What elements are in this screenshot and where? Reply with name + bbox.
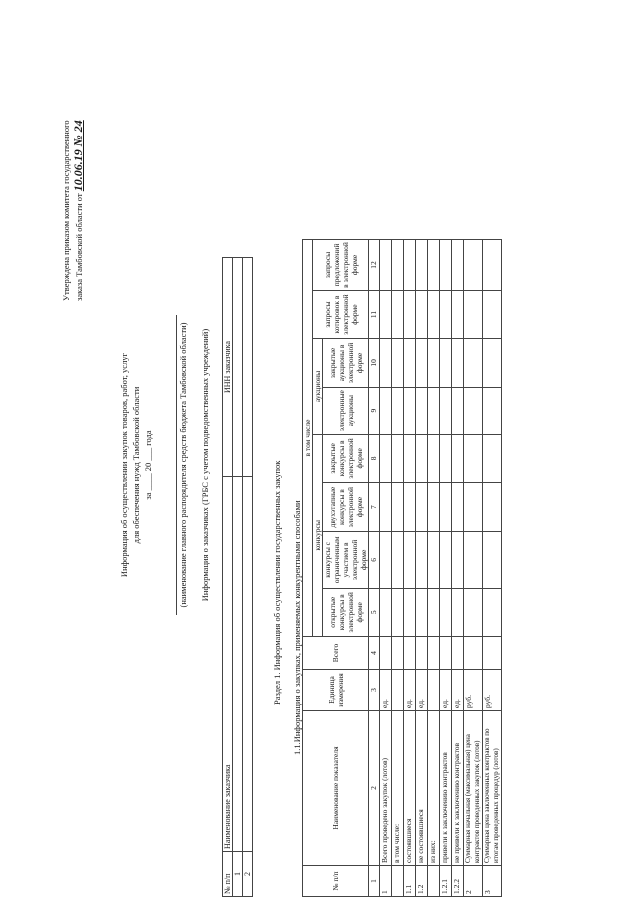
row-num: 3 — [483, 866, 502, 897]
value-cell — [428, 290, 440, 338]
row-name: не состоявшиеся — [416, 711, 428, 866]
row-unit: руб. — [483, 670, 502, 711]
h-sub-4: закрытые конкурсы в электронной форме — [323, 434, 369, 482]
title-line-2: для обеспечения нужд Тамбовской области — [131, 386, 141, 544]
value-cell — [464, 434, 483, 482]
value-cell — [440, 339, 452, 387]
value-cell — [404, 387, 416, 434]
value-cell — [428, 637, 440, 670]
value-cell — [380, 434, 392, 482]
value-cell — [464, 240, 483, 291]
value-cell — [483, 532, 502, 588]
h-name: Наименование показателя — [303, 711, 369, 866]
underline — [168, 315, 177, 615]
title-line-1: Информация об осуществлении закупок товаров, работ, услуг — [119, 352, 129, 578]
col-number: 12 — [369, 240, 380, 291]
table-row — [428, 240, 440, 897]
value-cell — [392, 637, 404, 670]
row-num: 1.2 — [416, 866, 428, 897]
col-number: 7 — [369, 483, 380, 532]
value-cell — [440, 588, 452, 636]
row-unit — [428, 670, 440, 711]
header-num: № п/п — [223, 852, 233, 897]
col-number: 8 — [369, 434, 380, 482]
row-customer-inn — [233, 258, 243, 477]
value-cell — [483, 483, 502, 532]
value-cell — [416, 387, 428, 434]
row-unit: ед. — [416, 670, 428, 711]
row-name: не привели к заключению контрактов — [452, 711, 464, 866]
value-cell — [440, 434, 452, 482]
procurement-table — [302, 239, 502, 897]
value-cell — [404, 532, 416, 588]
value-cell — [440, 240, 452, 291]
value-cell — [428, 483, 440, 532]
value-cell — [392, 290, 404, 338]
value-cell — [392, 483, 404, 532]
value-cell — [428, 434, 440, 482]
value-cell — [464, 339, 483, 387]
value-cell — [483, 434, 502, 482]
value-cell — [428, 532, 440, 588]
approval-stamp — [60, 1, 85, 301]
value-cell — [440, 290, 452, 338]
row-name: Суммарная начальная (максимальная) цена контрактов проведенных закупок (лотов) — [464, 711, 483, 866]
value-cell — [380, 483, 392, 532]
row-customer-name — [233, 477, 243, 852]
value-cell — [416, 637, 428, 670]
h-unit: Единица измерения — [303, 670, 369, 711]
value-cell — [440, 483, 452, 532]
customers-table — [222, 257, 253, 897]
approval-line-2-text: заказа Тамбовской области от — [74, 193, 84, 301]
value-cell — [452, 483, 464, 532]
h-sub-5: электронные аукционы — [323, 387, 369, 434]
approval-line-2 — [72, 1, 85, 301]
section-1-title: Раздел 1. Информация об осуществлении государственных закупок — [272, 460, 282, 705]
table-row — [243, 258, 253, 897]
title-line-4: (наименование главного распорядителя средств бюджета Тамбовской области) — [178, 322, 188, 608]
value-cell — [452, 240, 464, 291]
value-cell — [404, 434, 416, 482]
value-cell — [464, 387, 483, 434]
row-unit: ед. — [404, 670, 416, 711]
col-number: 4 — [369, 637, 380, 670]
row-num: 2 — [243, 852, 253, 897]
h-sub-1: открытые конкурсы в электронной форме — [323, 588, 369, 636]
h-num: № п/п — [303, 866, 369, 897]
value-cell — [380, 387, 392, 434]
value-cell — [392, 339, 404, 387]
h-incl: в том числе — [303, 240, 313, 637]
column-number-row — [369, 240, 380, 897]
row-num: 2 — [464, 866, 483, 897]
value-cell — [404, 588, 416, 636]
row-num — [392, 866, 404, 897]
col-number: 9 — [369, 387, 380, 434]
value-cell — [483, 588, 502, 636]
value-cell — [428, 588, 440, 636]
value-cell — [404, 637, 416, 670]
row-unit: руб. — [464, 670, 483, 711]
col-number: 5 — [369, 588, 380, 636]
h-sub-6: закрытые аукционы в электронной форме — [323, 339, 369, 387]
value-cell — [416, 483, 428, 532]
value-cell — [464, 588, 483, 636]
h-auct: аукционы — [313, 339, 323, 434]
value-cell — [452, 339, 464, 387]
value-cell — [452, 637, 464, 670]
value-cell — [392, 240, 404, 291]
row-name: привели к заключению контрактов — [440, 711, 452, 866]
value-cell — [392, 588, 404, 636]
row-num: 1.2.2 — [452, 866, 464, 897]
value-cell — [483, 387, 502, 434]
table-row — [380, 240, 392, 897]
spacer-2 — [189, 205, 199, 725]
table-row — [483, 240, 502, 897]
row-name: Суммарная цена заключенных контрактов по итогам проведенных процедур (лотов) — [483, 711, 502, 866]
row-name: Всего проведено закупок (лотов) — [380, 711, 392, 866]
value-cell — [404, 290, 416, 338]
value-cell — [416, 290, 428, 338]
table-row — [404, 240, 416, 897]
value-cell — [464, 483, 483, 532]
value-cell — [404, 483, 416, 532]
value-cell — [380, 339, 392, 387]
value-cell — [452, 387, 464, 434]
approval-line-1: Утверждена приказом комитета государственного — [61, 120, 71, 301]
row-unit — [392, 670, 404, 711]
table-row — [392, 240, 404, 897]
row-num: 1.1 — [404, 866, 416, 897]
value-cell — [452, 588, 464, 636]
row-unit: ед. — [380, 670, 392, 711]
table-row — [233, 258, 243, 897]
approval-signature-date: 10.06.19 № 24 — [71, 120, 85, 192]
table-body — [380, 240, 502, 897]
value-cell — [392, 532, 404, 588]
value-cell — [452, 532, 464, 588]
col-number: 10 — [369, 339, 380, 387]
h-sub-3: двухэтапные конкурсы в электронной форме — [323, 483, 369, 532]
value-cell — [416, 339, 428, 387]
col-number: 6 — [369, 532, 380, 588]
value-cell — [428, 240, 440, 291]
row-customer-inn — [243, 258, 253, 477]
h-total: Всего — [303, 637, 369, 670]
title-line-5: Информация о заказчиках (ГРБС с учетом подведомственных учреждений) — [200, 328, 210, 602]
value-cell — [440, 637, 452, 670]
row-customer-name — [243, 477, 253, 852]
col-number: 2 — [369, 711, 380, 866]
subsection-1-1-title: 1.1.Информация о закупках, применяемых конкурентными способами — [292, 500, 302, 755]
value-cell — [428, 387, 440, 434]
row-num — [428, 866, 440, 897]
table-row — [452, 240, 464, 897]
value-cell — [416, 532, 428, 588]
value-cell — [483, 637, 502, 670]
value-cell — [452, 290, 464, 338]
value-cell — [380, 637, 392, 670]
value-cell — [380, 532, 392, 588]
row-name: из них: — [428, 711, 440, 866]
row-name: в том числе: — [392, 711, 404, 866]
value-cell — [380, 290, 392, 338]
table-row — [464, 240, 483, 897]
header-customer-name: Наименование заказчика — [223, 477, 233, 852]
row-name: состоявшиеся — [404, 711, 416, 866]
col-number: 1 — [369, 866, 380, 897]
row-unit: ед. — [452, 670, 464, 711]
value-cell — [464, 290, 483, 338]
h-sub-2: конкурсы с ограниченным участием в электронной форме — [323, 532, 369, 588]
value-cell — [483, 339, 502, 387]
spacer — [154, 205, 168, 725]
h-konk: конкурсы — [313, 434, 323, 636]
value-cell — [440, 532, 452, 588]
title-line-3: за ____ 20 ___ года — [143, 430, 153, 500]
col-number: 11 — [369, 290, 380, 338]
value-cell — [416, 588, 428, 636]
row-num: 1.2.1 — [440, 866, 452, 897]
value-cell — [380, 240, 392, 291]
value-cell — [416, 434, 428, 482]
header-customer-inn: ИНН заказчика — [223, 258, 233, 477]
table-row — [416, 240, 428, 897]
value-cell — [440, 387, 452, 434]
value-cell — [464, 637, 483, 670]
value-cell — [464, 532, 483, 588]
value-cell — [380, 588, 392, 636]
row-num: 1 — [380, 866, 392, 897]
value-cell — [404, 339, 416, 387]
value-cell — [483, 290, 502, 338]
table-row — [440, 240, 452, 897]
value-cell — [452, 434, 464, 482]
row-num: 1 — [233, 852, 243, 897]
value-cell — [392, 434, 404, 482]
value-cell — [416, 240, 428, 291]
document-title — [118, 205, 211, 725]
value-cell — [483, 240, 502, 291]
value-cell — [404, 240, 416, 291]
value-cell — [392, 387, 404, 434]
col-number: 3 — [369, 670, 380, 711]
h-sub-8: запросы предложений в электронной форме — [313, 240, 369, 291]
row-unit: ед. — [440, 670, 452, 711]
h-sub-7: запросы котировок в электронной форме — [313, 290, 369, 338]
header-row-1 — [303, 240, 313, 897]
customers-header-row — [223, 258, 233, 897]
value-cell — [428, 339, 440, 387]
